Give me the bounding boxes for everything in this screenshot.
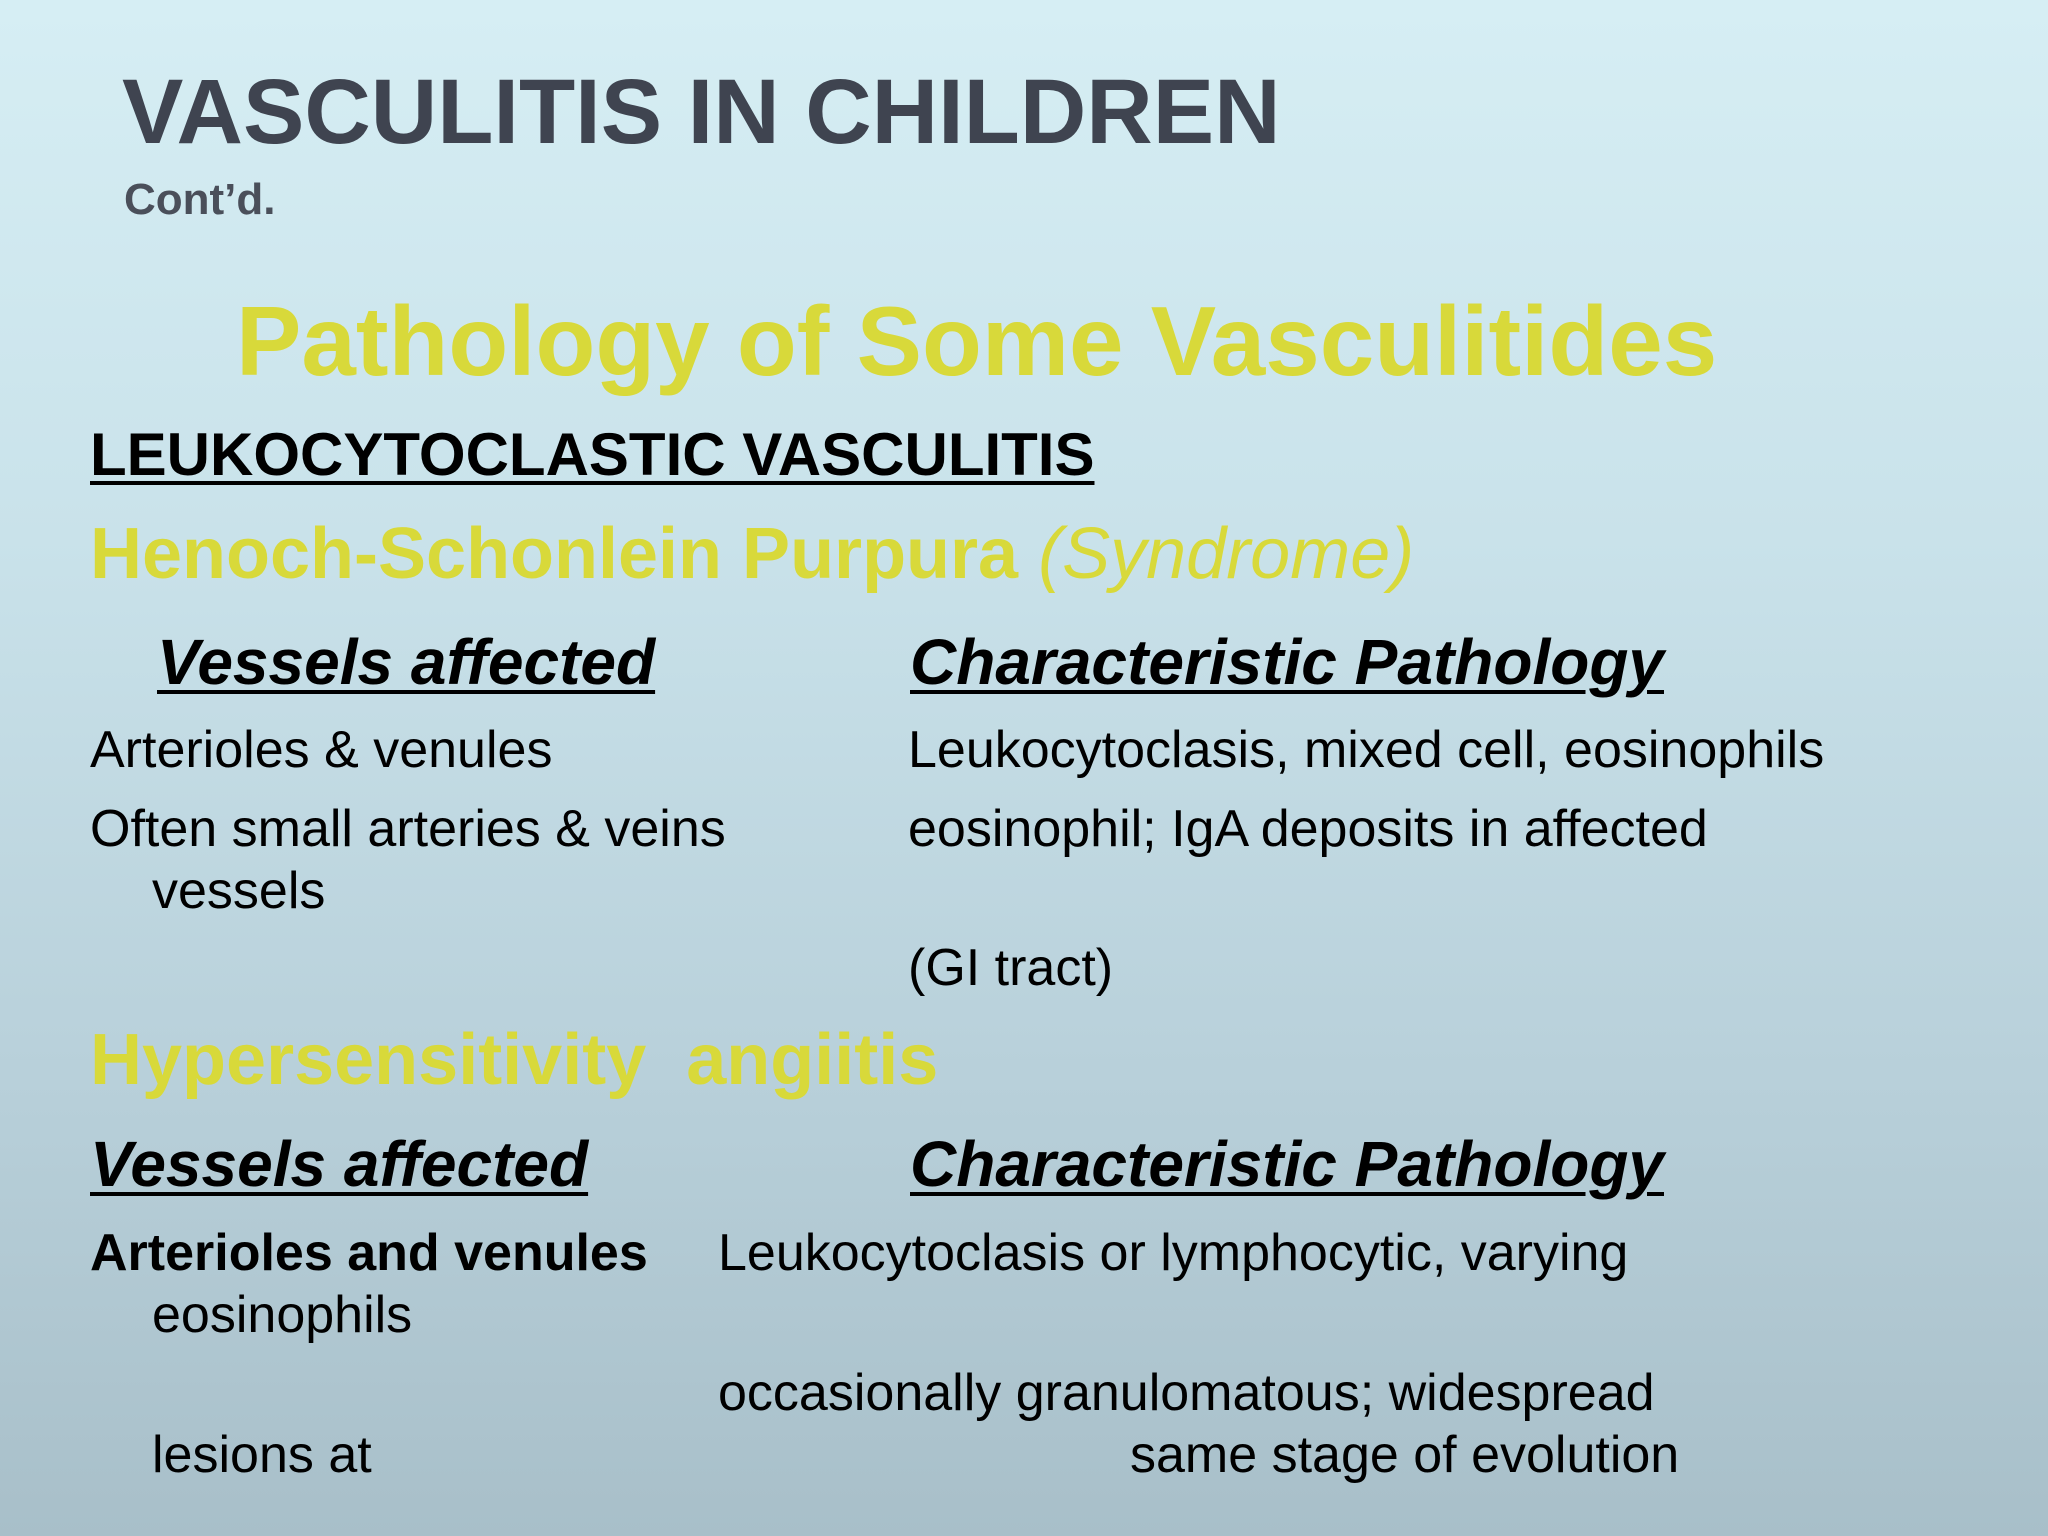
- hsp-vessels-line-1: Arterioles & venules: [90, 721, 553, 779]
- ha-pathology-line-3: same stage of evolution: [1130, 1426, 1680, 1484]
- hsp-pathology-header: Characteristic Pathology: [910, 626, 1664, 698]
- hsp-pathology-line-3: (GI tract): [908, 939, 1114, 997]
- hsp-heading: [90, 514, 1415, 594]
- hsp-vessels-header: Vessels affected: [157, 626, 656, 698]
- ha-heading: Hypersensitivity angiitis: [90, 1020, 939, 1100]
- slide-title: VASCULITIS IN CHILDREN: [122, 61, 1281, 163]
- ha-wrap-line-1: eosinophils: [152, 1286, 413, 1344]
- hsp-pathology-line-2: eosinophil; IgA deposits in affected: [908, 800, 1708, 858]
- hsp-name: Henoch-Schonlein Purpura: [90, 514, 1019, 594]
- ha-vessels-line-1: Arterioles and venules: [90, 1224, 648, 1282]
- hsp-pathology-line-1: Leukocytoclasis, mixed cell, eosinophils: [908, 721, 1825, 779]
- ha-wrap-line-2: lesions at: [152, 1426, 372, 1484]
- hsp-vessels-line-2: Often small arteries & veins: [90, 800, 726, 858]
- ha-pathology-line-1: Leukocytoclasis or lymphocytic, varying: [718, 1224, 1629, 1282]
- ha-vessels-header: Vessels affected: [90, 1128, 589, 1200]
- main-heading: Pathology of Some Vasculitides: [236, 286, 1718, 396]
- hsp-vessels-line-3: vessels: [152, 862, 326, 920]
- section-label: LEUKOCYTOCLASTIC VASCULITIS: [90, 421, 1095, 488]
- slide-subtitle: Cont’d.: [124, 175, 276, 224]
- ha-pathology-line-2: occasionally granulomatous; widespread: [718, 1364, 1655, 1422]
- hsp-aside: (Syndrome): [1038, 514, 1415, 594]
- ha-pathology-header: Characteristic Pathology: [910, 1128, 1664, 1200]
